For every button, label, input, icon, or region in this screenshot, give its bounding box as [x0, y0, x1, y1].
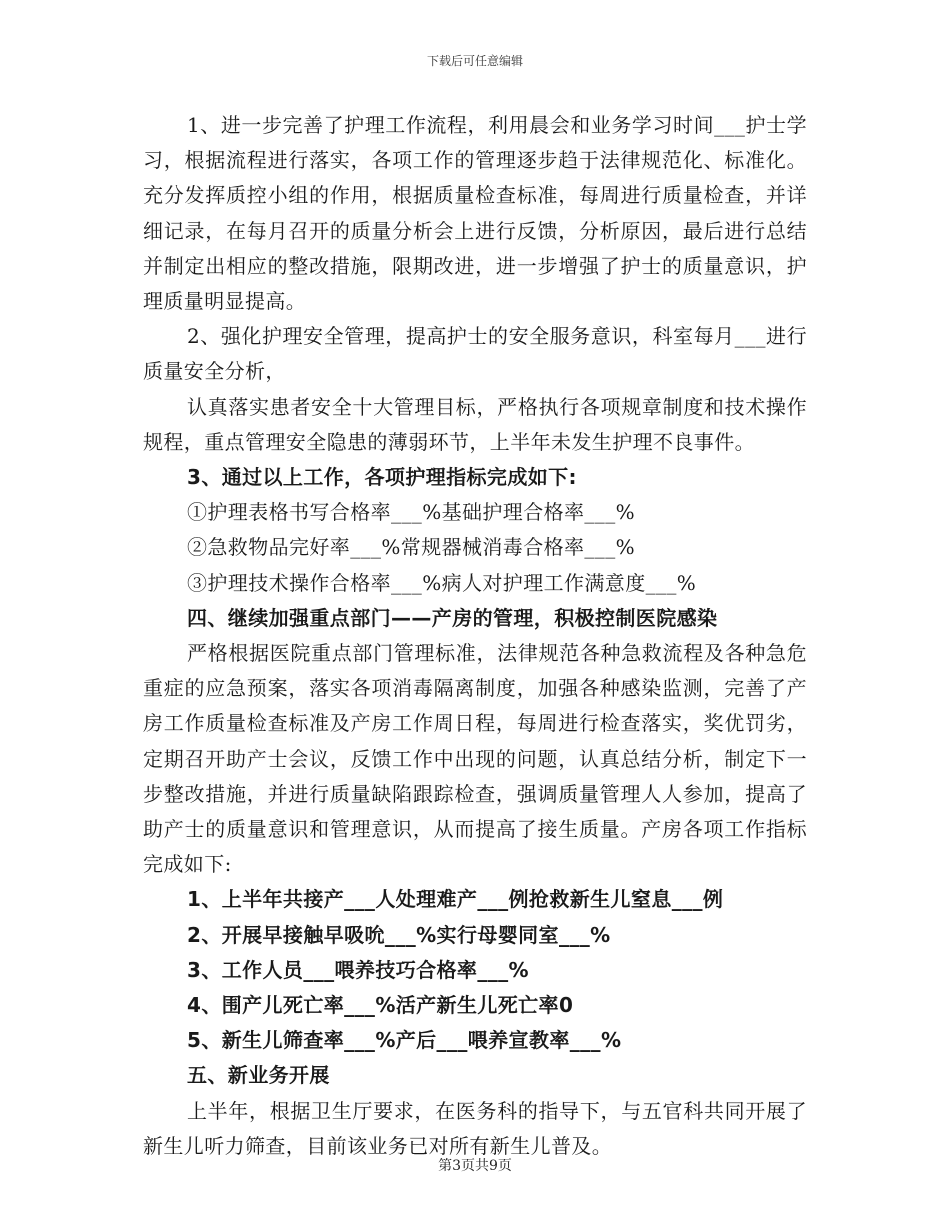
document-body — [143, 108, 807, 1164]
paragraph-workflow: 1、进一步完善了护理工作流程，利用晨会和业务学习时间___护士学习，根据流程进行落实，各项工作的管理逐步趋于法律规范化、标准化。充分发挥质控小组的作用，根据质量检查标准，每周进行质量检查，并详细记录，在每月召开的质量分析会上进行反馈，分析原因，最后进行总结并制定出相应的整改措施，限期改进，进一步增强了护士的质量意识，护理质量明显提高。 — [143, 113, 807, 314]
indicator-item-3: ③护理技术操作合格率___%病人对护理工作满意度___% — [187, 570, 697, 595]
delivery-indicator-2: 2、开展早接触早吸吮___%实行母婴同室___% — [187, 922, 611, 947]
paragraph-delivery-room: 严格根据医院重点部门管理标准，法律规范各种急救流程及各种急危重症的应急预案，落实各项消毒隔离制度，加强各种感染监测，完善了产房工作质量检查标准及产房工作周日程，每周进行检查落实，奖优罚劣，定期召开助产士会议，反馈工作中出现的问题，认真总结分析，制定下一步整改措施，并进行质量缺陷跟踪检查，强调质量管理人人参加，提高了助产士的质量意识和管理意识，从而提高了接生质量。产房各项工作指标完成如下: — [143, 641, 807, 877]
paragraph-new-business: 上半年，根据卫生厅要求，在医务科的指导下，与五官科共同开展了新生儿听力筛查，目前该业务已对所有新生儿普及。 — [143, 1098, 807, 1158]
heading-nursing-indicators: 3、通过以上工作，各项护理指标完成如下: — [187, 465, 577, 490]
page-header: 下载后可任意编辑 — [426, 54, 523, 68]
delivery-indicator-4: 4、围产儿死亡率___%活产新生儿死亡率0 — [187, 993, 574, 1018]
delivery-indicator-5: 5、新生儿筛查率___%产后___喂养宣教率___% — [187, 1028, 622, 1053]
section-heading-4: 四、继续加强重点部门——产房的管理，积极控制医院感染 — [187, 605, 718, 630]
indicator-item-1: ①护理表格书写合格率___%基础护理合格率___% — [187, 500, 636, 525]
page-footer: 第3页共9页 — [438, 1158, 512, 1174]
delivery-indicator-1: 1、上半年共接产___人处理难产___例抢救新生儿窒息___例 — [187, 887, 724, 912]
indicator-item-2: ②急救物品完好率___%常规器械消毒合格率___% — [187, 535, 636, 560]
section-heading-5: 五、新业务开展 — [187, 1063, 330, 1088]
paragraph-safety: 2、强化护理安全管理，提高护士的安全服务意识，科室每月___进行质量安全分析， — [143, 324, 807, 384]
delivery-indicator-3: 3、工作人员___喂养技巧合格率___% — [187, 957, 529, 982]
paragraph-safety-goals: 认真落实患者安全十大管理目标，严格执行各项规章制度和技术操作规程，重点管理安全隐患的薄弱环节，上半年未发生护理不良事件。 — [143, 394, 807, 454]
